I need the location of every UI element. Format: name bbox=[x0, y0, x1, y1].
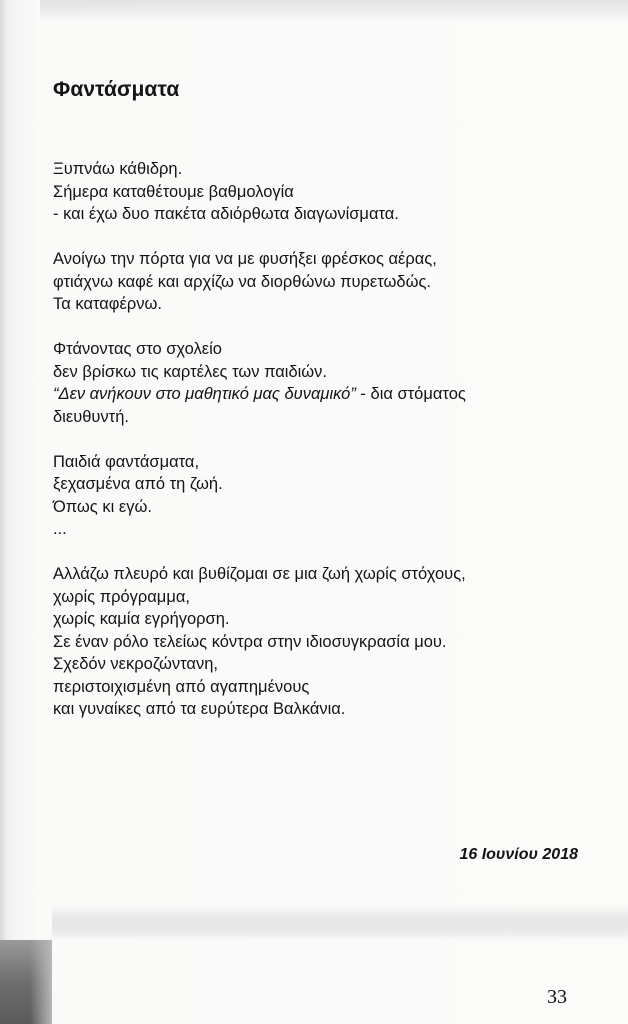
poem-line: ξεχασμένα από τη ζωή. bbox=[53, 475, 223, 493]
poem-line-with-quote bbox=[53, 383, 593, 406]
stanza-5 bbox=[53, 563, 593, 721]
principal-quote: “Δεν ανήκουν στο μαθητικό μας δυναμικό” bbox=[53, 385, 356, 403]
poem-date: 16 Ιουνίου 2018 bbox=[459, 846, 578, 863]
poem-line: και γυναίκες από τα ευρύτερα Βαλκάνια. bbox=[53, 700, 346, 718]
stanza-3 bbox=[53, 338, 593, 428]
poem-body bbox=[53, 158, 593, 743]
poem-line: περιστοιχισμένη από αγαπημένους bbox=[53, 677, 310, 696]
poem-line: Σχεδόν νεκροζώντανη, bbox=[53, 655, 218, 673]
poem-line: Αλλάζω πλευρό και βυθίζομαι σε μια ζωή χωρίς στόχους, bbox=[53, 565, 466, 583]
poem-line: Παιδιά φαντάσματα, bbox=[53, 452, 200, 471]
stanza-2 bbox=[53, 248, 593, 316]
binding-edge bbox=[0, 0, 6, 940]
bleed-through-bottom bbox=[52, 905, 628, 941]
page-number: 33 bbox=[547, 986, 567, 1008]
scan-shadow bbox=[0, 940, 52, 1024]
stanza-4 bbox=[53, 451, 593, 541]
poem-line: - και έχω δυο πακέτα αδιόρθωτα διαγωνίσματα. bbox=[53, 205, 399, 223]
poem-line: Φτάνοντας στο σχολείο bbox=[53, 340, 222, 358]
poem-line: Ξυπνάω κάθιδρη. bbox=[53, 160, 183, 178]
stanza-1 bbox=[53, 158, 593, 226]
poem-line: δεν βρίσκω τις καρτέλες των παιδιών. bbox=[53, 362, 328, 381]
ellipsis: ... bbox=[53, 520, 67, 538]
poem-line: Σε έναν ρόλο τελείως κόντρα στην ιδιοσυγκρασία μου. bbox=[53, 632, 447, 651]
bleed-through-top bbox=[40, 0, 628, 22]
poem-line: Όπως κι εγώ. bbox=[53, 497, 152, 516]
poem-title: Φαντάσματα bbox=[53, 78, 180, 101]
poem-line: διευθυντή. bbox=[53, 407, 129, 426]
poem-line: χωρίς πρόγραμμα, bbox=[53, 587, 190, 606]
poem-line: φτιάχνω καφέ και αρχίζω να διορθώνω πυρετωδώς. bbox=[53, 272, 432, 291]
quote-attribution: - δια στόματος bbox=[355, 385, 466, 403]
poem-line: Σήμερα καταθέτουμε βαθμολογία bbox=[53, 182, 294, 201]
poem-line: Τα καταφέρνω. bbox=[53, 295, 162, 313]
poem-line: χωρίς καμία εγρήγορση. bbox=[53, 610, 230, 628]
poem-line: Ανοίγω την πόρτα για να με φυσήξει φρέσκος αέρας, bbox=[53, 250, 437, 268]
